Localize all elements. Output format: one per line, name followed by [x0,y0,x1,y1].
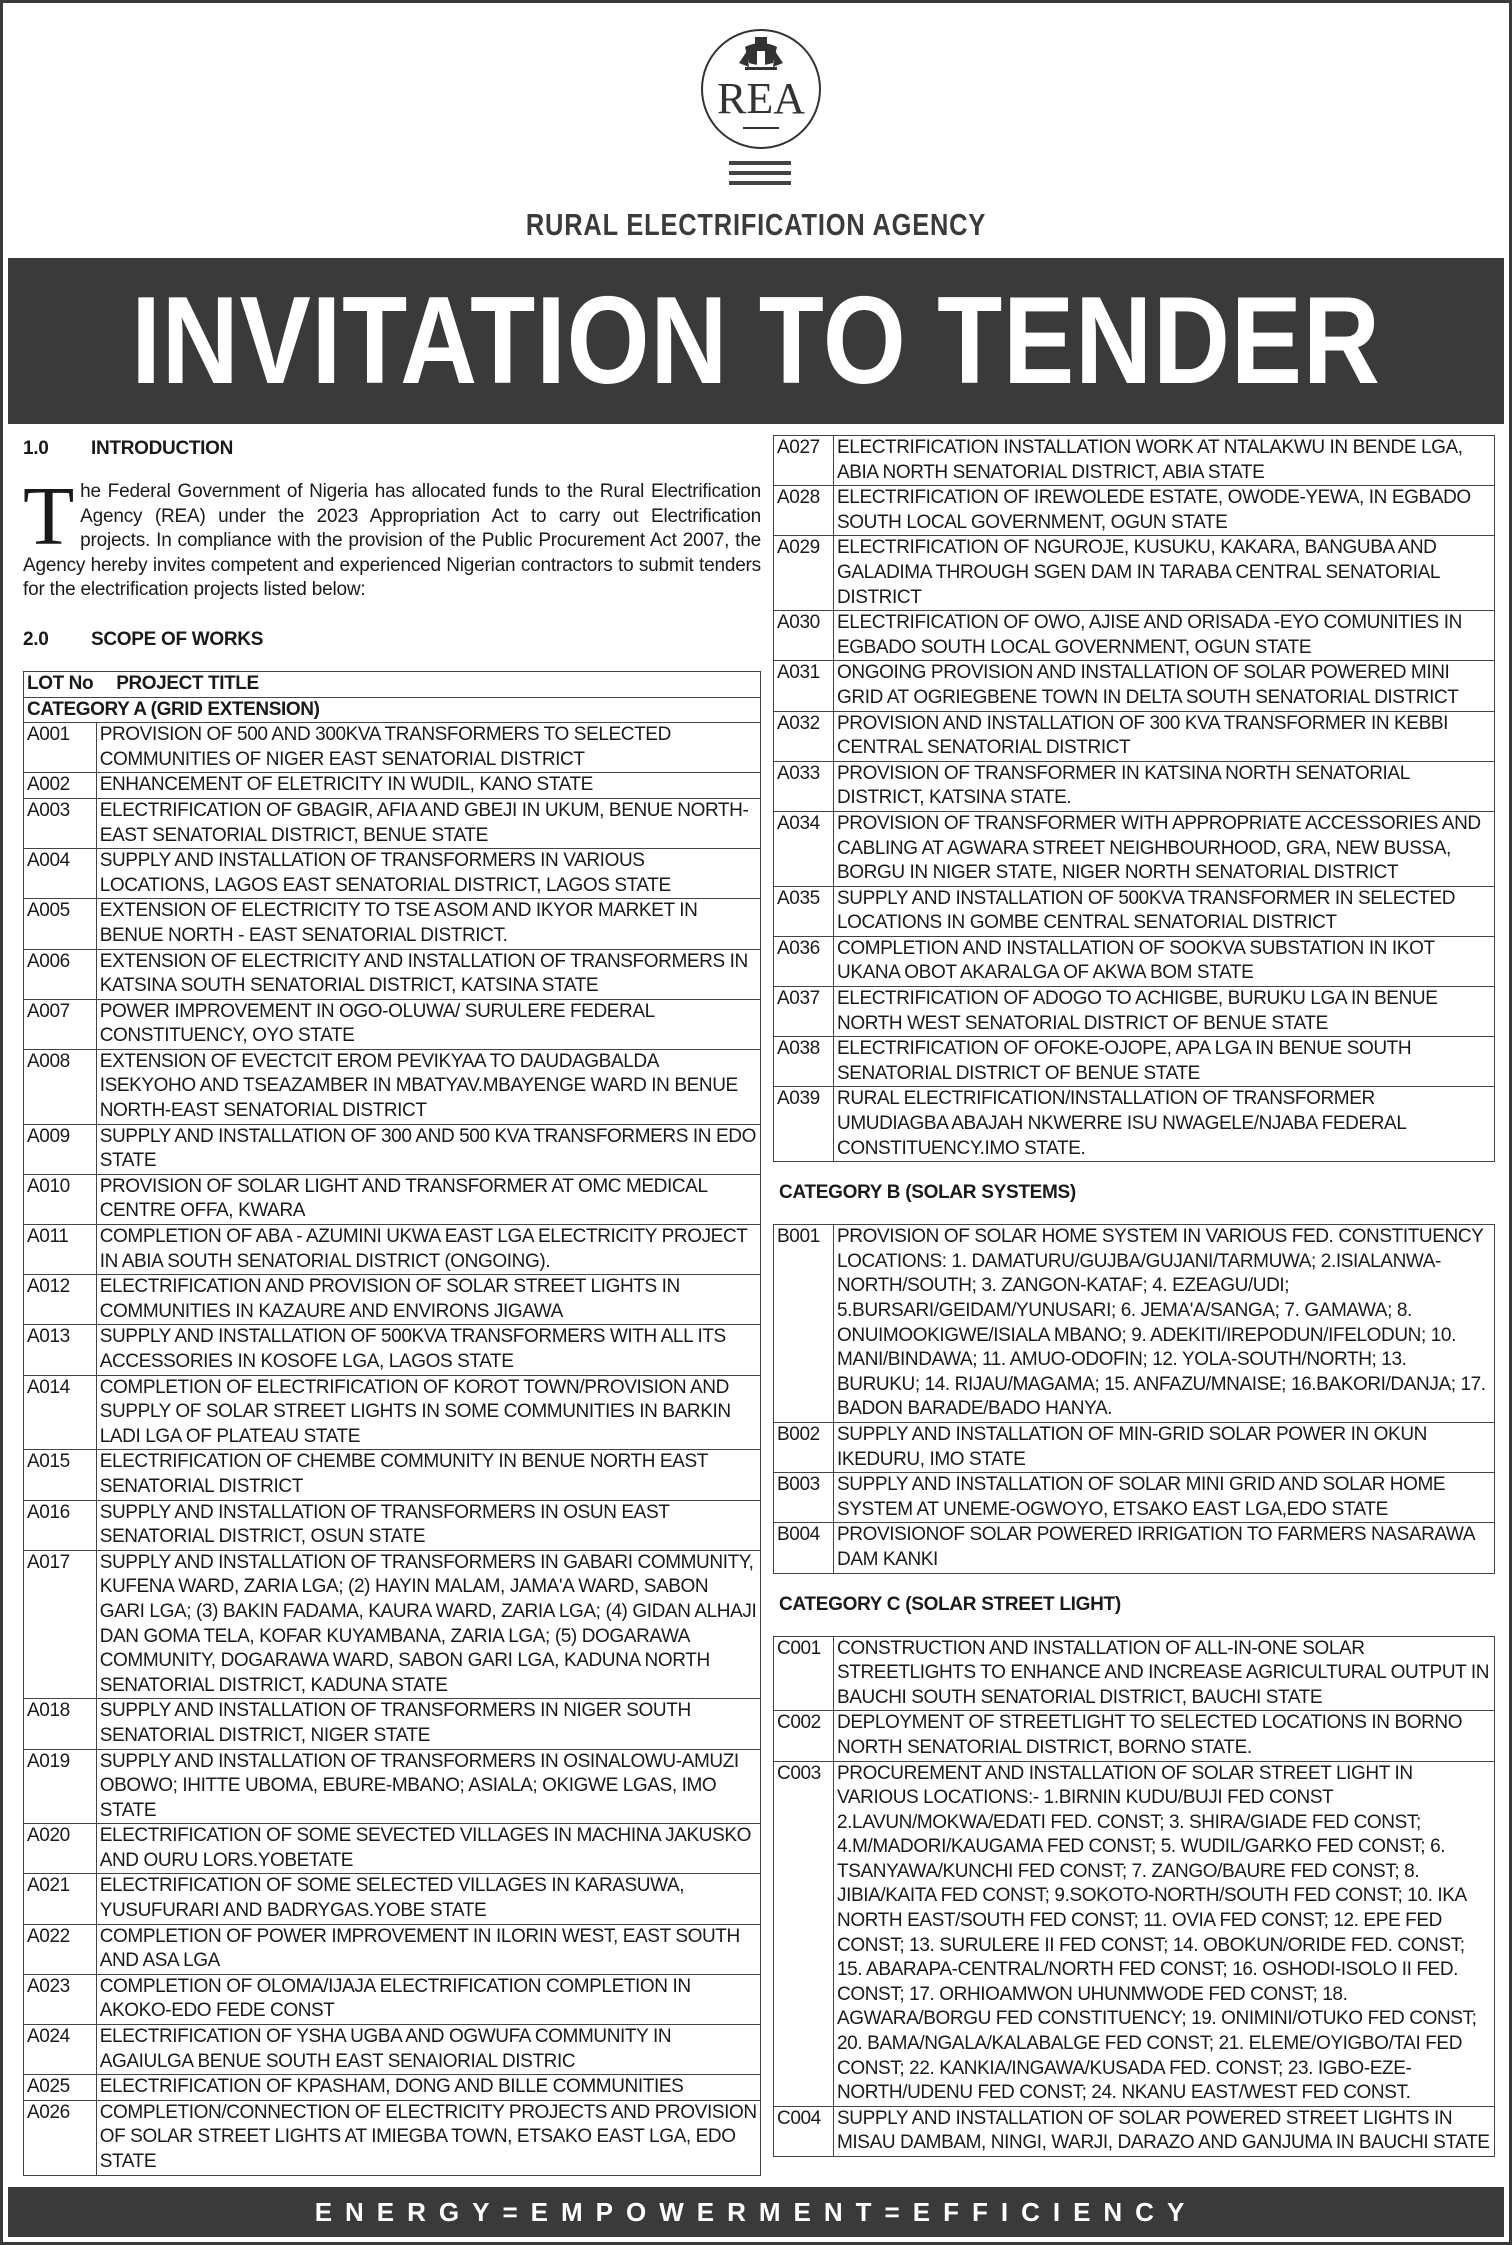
dropcap: T [23,470,75,563]
project-title: ELECTRIFICATION OF OWO, AJISE AND ORISADA -EYO COMUNITIES IN EGBADO SOUTH LOCAL GOVERNMENT, OGUN STATE [834,611,1495,661]
lot-no-header: LOT No [24,671,97,697]
lot-code: A018 [24,1699,97,1749]
table-row [774,486,1495,536]
project-title: COMPLETION OF ABA - AZUMINI UKWA EAST LGA ELECTRICITY PROJECT IN ABIA SOUTH SENATORIAL DISTRICT (ONGOING). [96,1225,760,1275]
project-title: EXTENSION OF ELECTRICITY TO TSE ASOM AND IKYOR MARKET IN BENUE NORTH - EAST SENATORIAL DISTRICT. [96,899,760,949]
lot-code: A009 [24,1124,97,1174]
project-title: PROVISION OF 500 AND 300KVA TRANSFORMERS TO SELECTED COMMUNITIES OF NIGER EAST SENATORIAL DISTRICT [96,723,760,773]
project-title: PROVISION OF SOLAR HOME SYSTEM IN VARIOUS FED. CONSTITUENCY LOCATIONS: 1. DAMATURU/GUJBA/GUJANI/TARMUWA; 2.ISIALANWA-NORTH/SOUTH; 3. ZANGON-KATAF; 4. EZEAGU/UDI; 5.BURSARI/GEIDAM/YUNUSARI; 6. JEMA'A/SANGA; 7. GAMAWA; 8. ONUIMOOKIGWE/ISIALA MBANO; 9. ADEKITI/IREPODUN/IFELODUN; 10. MANI/BINDAWA; 11. AMUO-ODOFIN; 12. YOLA-SOUTH/NORTH; 13. BURUKU; 14. RIJAU/MAGAMA; 15. ANFAZU/MNAISE; 16.BAKORI/DANJA; 17. BADON BARADE/BADO HANYA. [834,1225,1495,1423]
table-row [24,1124,761,1174]
table-row [24,999,761,1049]
lot-code: A038 [774,1037,834,1087]
project-title: COMPLETION OF OLOMA/IJAJA ELECTRIFICATION COMPLETION IN AKOKO-EDO FEDE CONST [96,1974,760,2024]
lot-code: A032 [774,711,834,761]
lot-code: A039 [774,1087,834,1162]
table-row [24,1174,761,1224]
lot-code: B004 [774,1523,834,1573]
table-header-row [24,671,761,697]
header [3,3,1509,258]
table-row [774,987,1495,1037]
table-row [24,2025,761,2075]
lot-code: A007 [24,999,97,1049]
lot-code: C003 [774,1761,834,2106]
table-row [774,936,1495,986]
lot-code: B002 [774,1422,834,1472]
table-row [774,661,1495,711]
lot-code: A003 [24,798,97,848]
project-title: COMPLETION OF ELECTRIFICATION OF KOROT TOWN/PROVISION AND SUPPLY OF SOLAR STREET LIGHTS IN SOME COMMUNITIES IN BARKIN LADI LGA OF PLATEAU STATE [96,1375,760,1450]
lot-code: A004 [24,849,97,899]
project-title: ENHANCEMENT OF ELETRICITY IN WUDIL, KANO STATE [96,773,760,799]
lot-code: A036 [774,936,834,986]
lot-code: B001 [774,1225,834,1423]
lot-code: A021 [24,1874,97,1924]
lot-code: A037 [774,987,834,1037]
project-title: COMPLETION/CONNECTION OF ELECTRICITY PROJECTS AND PROVISION OF SOLAR STREET LIGHTS AT IMIEGBA TOWN, ETSAKO EAST LGA, EDO STATE [96,2100,760,2175]
project-title: EXTENSION OF ELECTRICITY AND INSTALLATION OF TRANSFORMERS IN KATSINA SOUTH SENATORIAL DISTRICT, KATSINA STATE [96,949,760,999]
table-row [774,436,1495,486]
page-title: INVITATION TO TENDER [131,272,1381,410]
lot-code: A006 [24,949,97,999]
lot-code: A015 [24,1450,97,1500]
table-row [24,899,761,949]
intro-paragraph [23,470,761,603]
project-title: SUPPLY AND INSTALLATION OF MIN-GRID SOLAR POWER IN OKUN IKEDURU, IMO STATE [834,1422,1495,1472]
lot-code: A029 [774,536,834,611]
lot-code: C004 [774,2106,834,2156]
project-title: ELECTRIFICATION OF NGUROJE, KUSUKU, KAKARA, BANGUBA AND GALADIMA THROUGH SGEN DAM IN TARABA CENTRAL SENATORIAL DISTRICT [834,536,1495,611]
project-title: PROVISION OF TRANSFORMER IN KATSINA NORTH SENATORIAL DISTRICT, KATSINA STATE. [834,761,1495,811]
table-row [24,949,761,999]
table-row [24,1450,761,1500]
lot-code: A012 [24,1275,97,1325]
lot-code: A013 [24,1325,97,1375]
table-row [24,1325,761,1375]
project-title: ELECTRIFICATION OF CHEMBE COMMUNITY IN BENUE NORTH EAST SENATORIAL DISTRICT [96,1450,760,1500]
table-row [24,798,761,848]
table-row [774,1761,1495,2106]
lot-code: A033 [774,761,834,811]
lot-code: A028 [774,486,834,536]
lots-table-category-b [773,1224,1495,1573]
project-title: PROVISIONOF SOLAR POWERED IRRIGATION TO FARMERS NASARAWA DAM KANKI [834,1523,1495,1573]
rea-logo [699,27,823,151]
table-row [774,1523,1495,1573]
project-title: ELECTRIFICATION OF GBAGIR, AFIA AND GBEJI IN UKUM, BENUE NORTH-EAST SENATORIAL DISTRICT, BENUE STATE [96,798,760,848]
table-row [774,1037,1495,1087]
table-row [24,1375,761,1450]
lot-code: A016 [24,1500,97,1550]
table-row [24,1749,761,1824]
lot-code: A005 [24,899,97,949]
logo-text: REA [717,74,805,123]
lot-code: A024 [24,2025,97,2075]
table-row [24,1924,761,1974]
intro-title: INTRODUCTION [91,438,234,459]
project-title: SUPPLY AND INSTALLATION OF 300 AND 500 KVA TRANSFORMERS IN EDO STATE [96,1124,760,1174]
project-title: ELECTRIFICATION AND PROVISION OF SOLAR STREET LIGHTS IN COMMUNITIES IN KAZAURE AND ENVIRONS JIGAWA [96,1275,760,1325]
table-row [24,1049,761,1124]
project-title: ELECTRIFICATION INSTALLATION WORK AT NTALAKWU IN BENDE LGA, ABIA NORTH SENATORIAL DISTRICT, ABIA STATE [834,436,1495,486]
table-row [24,1500,761,1550]
table-row [774,2106,1495,2156]
project-title: ELECTRIFICATION OF KPASHAM, DONG AND BILLE COMMUNITIES [96,2075,760,2101]
project-title: SUPPLY AND INSTALLATION OF SOLAR MINI GRID AND SOLAR HOME SYSTEM AT UNEME-OGWOYO, ETSAKO EAST LGA,EDO STATE [834,1473,1495,1523]
lot-code: A008 [24,1049,97,1124]
project-title: PROVISION OF TRANSFORMER WITH APPROPRIATE ACCESSORIES AND CABLING AT AGWARA STREET NEIGHBOURHOOD, GRA, NEW BUSSA, BORGU IN NIGER STATE, NIGER NORTH SENATORIAL DISTRICT [834,811,1495,886]
lot-code: A031 [774,661,834,711]
lot-code: A010 [24,1174,97,1224]
table-row [24,2100,761,2175]
project-title: DEPLOYMENT OF STREETLIGHT TO SELECTED LOCATIONS IN BORNO NORTH SENATORIAL DISTRICT, BORNO STATE. [834,1711,1495,1761]
footer-bar [8,2187,1504,2237]
project-title: ELECTRIFICATION OF SOME SEVECTED VILLAGES IN MACHINA JAKUSKO AND OURU LORS.YOBETATE [96,1824,760,1874]
table-row [774,761,1495,811]
table-row [24,849,761,899]
lot-code: A022 [24,1924,97,1974]
project-title: SUPPLY AND INSTALLATION OF TRANSFORMERS IN NIGER SOUTH SENATORIAL DISTRICT, NIGER STATE [96,1699,760,1749]
lot-code: A023 [24,1974,97,2024]
lots-table-category-a-continued [773,435,1495,1162]
lot-code: A002 [24,773,97,799]
table-row [774,1473,1495,1523]
project-title: ELECTRIFICATION OF SOME SELECTED VILLAGES IN KARASUWA, YUSUFURARI AND BADRYGAS.YOBE STATE [96,1874,760,1924]
intro-heading [23,438,761,460]
lot-code: C001 [774,1636,834,1711]
category-c-heading: CATEGORY C (SOLAR STREET LIGHT) [779,1593,1121,1615]
lot-code: A025 [24,2075,97,2101]
project-title: PROVISION AND INSTALLATION OF 300 KVA TRANSFORMER IN KEBBI CENTRAL SENATORIAL DISTRICT [834,711,1495,761]
lots-table-category-a [23,671,761,2176]
table-row [774,811,1495,886]
table-row [24,1225,761,1275]
category-a-row [24,697,761,723]
lot-code: A034 [774,811,834,886]
project-title: RURAL ELECTRIFICATION/INSTALLATION OF TRANSFORMER UMUDIAGBA ABAJAH NKWERRE ISU NWAGELE/NJABA FEDERAL CONSTITUENCY.IMO STATE. [834,1087,1495,1162]
project-title: SUPPLY AND INSTALLATION OF 500KVA TRANSFORMER IN SELECTED LOCATIONS IN GOMBE CENTRAL SENATORIAL DISTRICT [834,886,1495,936]
lot-code: A001 [24,723,97,773]
lot-code: A019 [24,1749,97,1824]
table-row [774,1422,1495,1472]
lot-code: A017 [24,1550,97,1699]
left-column [23,435,761,2176]
project-title: ELECTRIFICATION OF IREWOLEDE ESTATE, OWODE-YEWA, IN EGBADO SOUTH LOCAL GOVERNMENT, OGUN STATE [834,486,1495,536]
project-title-header: PROJECT TITLE [96,671,760,697]
lot-code: A027 [774,436,834,486]
project-title: COMPLETION OF POWER IMPROVEMENT IN ILORIN WEST, EAST SOUTH AND ASA LGA [96,1924,760,1974]
table-row [774,1225,1495,1423]
right-column [773,435,1495,2157]
project-title: SUPPLY AND INSTALLATION OF TRANSFORMERS IN OSUN EAST SENATORIAL DISTRICT, OSUN STATE [96,1500,760,1550]
project-title: POWER IMPROVEMENT IN OGO-OLUWA/ SURULERE FEDERAL CONSTITUENCY, OYO STATE [96,999,760,1049]
title-banner [8,258,1504,424]
category-a-label: CATEGORY A (GRID EXTENSION) [24,697,761,723]
table-row [24,1275,761,1325]
project-title: ELECTRIFICATION OF ADOGO TO ACHIGBE, BURUKU LGA IN BENUE NORTH WEST SENATORIAL DISTRICT OF BENUE STATE [834,987,1495,1037]
category-b-heading: CATEGORY B (SOLAR SYSTEMS) [779,1182,1076,1204]
project-title: ELECTRIFICATION OF OFOKE-OJOPE, APA LGA IN BENUE SOUTH SENATORIAL DISTRICT OF BENUE STATE [834,1037,1495,1087]
lot-code: A020 [24,1824,97,1874]
scope-number: 2.0 [23,628,49,650]
project-title: SUPPLY AND INSTALLATION OF 500KVA TRANSFORMERS WITH ALL ITS ACCESSORIES IN KOSOFE LGA, LAGOS STATE [96,1325,760,1375]
lot-code: B003 [774,1473,834,1523]
project-title: ONGOING PROVISION AND INSTALLATION OF SOLAR POWERED MINI GRID AT OGRIEGBENE TOWN IN DELTA SOUTH SENATORIAL DISTRICT [834,661,1495,711]
table-row [24,2075,761,2101]
table-row [24,1550,761,1699]
scope-title: SCOPE OF WORKS [91,628,264,650]
intro-number: 1.0 [23,438,49,459]
table-row [774,1711,1495,1761]
lot-code: A030 [774,611,834,661]
table-row [774,711,1495,761]
table-row [774,1636,1495,1711]
project-title: COMPLETION AND INSTALLATION OF SOOKVA SUBSTATION IN IKOT UKANA OBOT AKARALGA OF AKWA BOM STATE [834,936,1495,986]
table-row [24,1824,761,1874]
project-title: SUPPLY AND INSTALLATION OF TRANSFORMERS IN OSINALOWU-AMUZI OBOWO; IHITTE UBOMA, EBURE-MBANO; ASIALA; OKIGWE LGAS, IMO STATE [96,1749,760,1824]
project-title: PROVISION OF SOLAR LIGHT AND TRANSFORMER AT OMC MEDICAL CENTRE OFFA, KWARA [96,1174,760,1224]
intro-text: he Federal Government of Nigeria has allocated funds to the Rural Electrification Agency (REA) under the 2023 Appropriation Act to carry out Electrification projects. In compliance with the provision of the Public Procurement Act 2007, the Agency hereby invites competent and experienced Nigerian contractors to submit tenders for the electrification projects listed below: [23,481,761,601]
project-title: EXTENSION OF EVECTCIT EROM PEVIKYAA TO DAUDAGBALDA ISEKYOHO AND TSEAZAMBER IN MBATYAV.MBAYENGE WARD IN BENUE NORTH-EAST SENATORIAL DISTRICT [96,1049,760,1124]
scope-heading [23,629,761,651]
lot-code: A026 [24,2100,97,2175]
table-row [24,1974,761,2024]
coat-of-arms-icon [739,37,783,70]
project-title: SUPPLY AND INSTALLATION OF TRANSFORMERS IN GABARI COMMUNITY, KUFENA WARD, ZARIA LGA; (2) HAYIN MALAM, JAMA'A WARD, SABON GARI LGA; (3) BAKIN FADAMA, KAURA WARD, ZARIA LGA; (4) GIDAN ALHAJI DAN GOMA TELA, KOFAR KUYAMBANA, ZARIA LGA; (5) DOGARAWA COMMUNITY, DOGARAWA WARD, SABON GARI LGA, KADUNA NORTH SENATORIAL DISTRICT, KADUNA STATE [96,1550,760,1699]
table-row [774,1087,1495,1162]
table-row [24,1874,761,1924]
lot-code: C002 [774,1711,834,1761]
table-row [24,1699,761,1749]
table-row [774,611,1495,661]
lot-code: A014 [24,1375,97,1450]
table-row [774,886,1495,936]
project-title: PROCUREMENT AND INSTALLATION OF SOLAR STREET LIGHT IN VARIOUS LOCATIONS:- 1.BIRNIN KUDU/BUJI FED CONST 2.LAVUN/MOKWA/EDATI FED. CONST; 3. SHIRA/GIADE FED CONST; 4.M/MADORI/KAUGAMA FED CONST; 5. WUDIL/GARKO FED CONST; 6. TSANYAWA/KUNCHI FED CONST; 7. ZANGO/BAURE FED CONST; 8. JIBIA/KAITA FED CONST; 9.SOKOTO-NORTH/SOUTH FED CONST; 10. IKA NORTH EAST/SOUTH FED CONST; 11. OVIA FED CONST; 12. EPE FED CONST; 13. SURULERE II FED CONST; 14. OBOKUN/ORIDE FED. CONST; 15. ABARAPA-CENTRAL/NORTH FED CONST; 16. OSHODI-ISOLO II FED. CONST; 17. ORHIOAMWON UHUNMWODE FED CONST; 18. AGWARA/BORGU FED CONSTITUENCY; 19. ONIMINI/OTUKO FED CONST; 20. BAMA/NGALA/KALABALGE FED CONST; 21. ELEME/OYIGBO/TAI FED CONST; 22. KANKIA/INGAWA/KUSADA FED. CONST; 23. IGBO-EZE-NORTH/UDENU FED CONST; 24. NKANU EAST/WEST FED CONST. [834,1761,1495,2106]
footer-slogan: ENERGY=EMPOWERMENT=EFFICIENCY [314,2197,1198,2227]
project-title: SUPPLY AND INSTALLATION OF SOLAR POWERED STREET LIGHTS IN MISAU DAMBAM, NINGI, WARJI, DARAZO AND GANJUMA IN BAUCHI STATE [834,2106,1495,2156]
lot-code: A035 [774,886,834,936]
lots-table-category-c [773,1636,1495,2157]
project-title: ELECTRIFICATION OF YSHA UGBA AND OGWUFA COMMUNITY IN AGAIULGA BENUE SOUTH EAST SENAIORIAL DISTRIC [96,2025,760,2075]
table-row [774,536,1495,611]
table-row [24,723,761,773]
table-row [24,773,761,799]
project-title: SUPPLY AND INSTALLATION OF TRANSFORMERS IN VARIOUS LOCATIONS, LAGOS EAST SENATORIAL DISTRICT, LAGOS STATE [96,849,760,899]
logo-stripes-icon [729,161,791,191]
agency-name: RURAL ELECTRIFICATION AGENCY [525,207,987,242]
project-title: CONSTRUCTION AND INSTALLATION OF ALL-IN-ONE SOLAR STREETLIGHTS TO ENHANCE AND INCREASE AGRICULTURAL OUTPUT IN BAUCHI SOUTH SENATORIAL DISTRICT, BAUCHI STATE [834,1636,1495,1711]
lot-code: A011 [24,1225,97,1275]
